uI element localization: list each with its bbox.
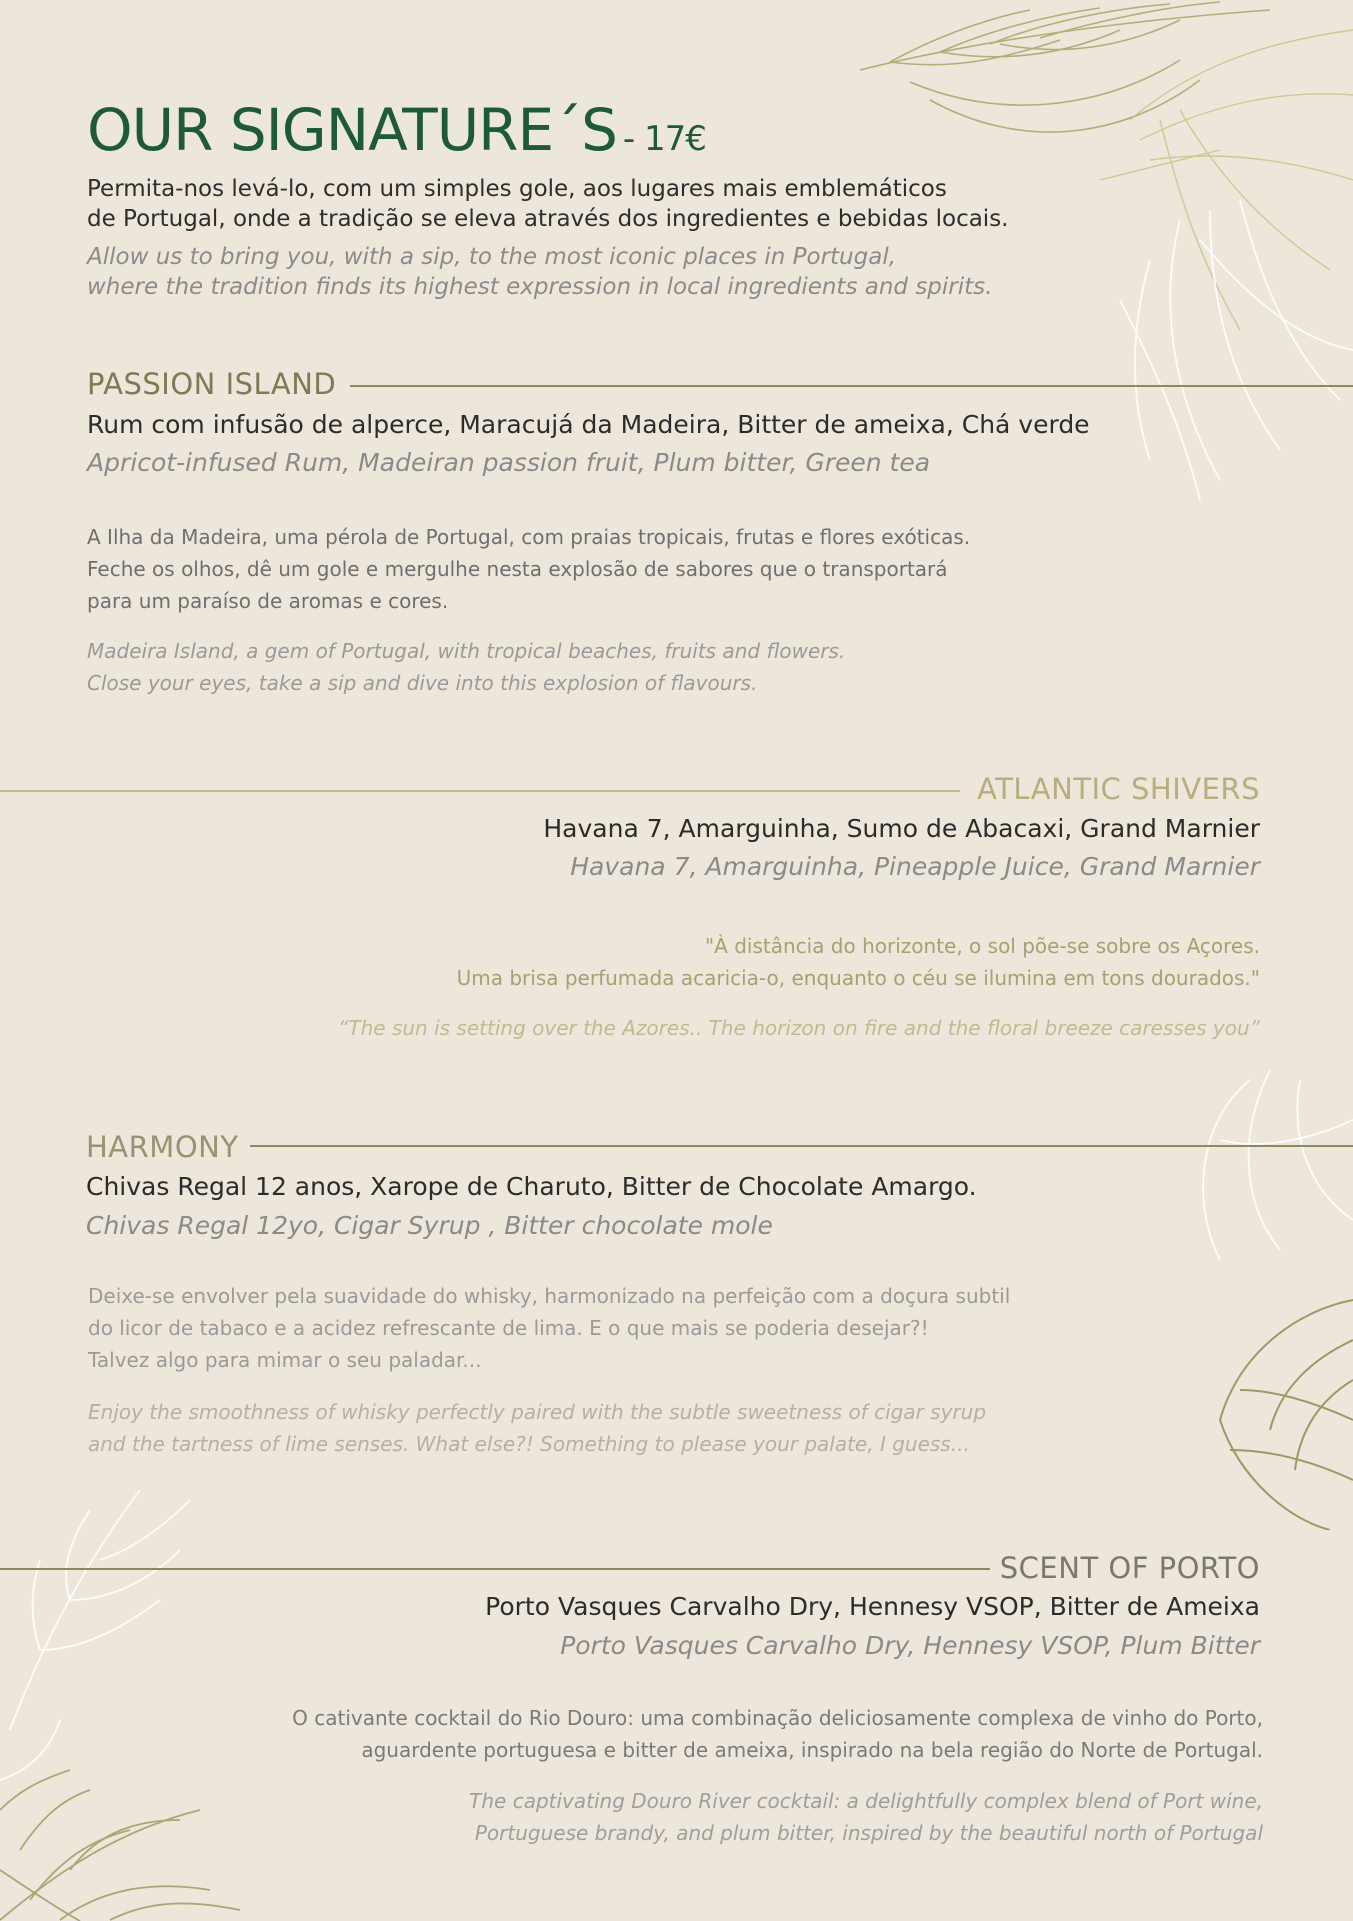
description-pt-scent-of-porto xyxy=(292,1702,1263,1766)
divider-line-passion-island xyxy=(350,385,1353,387)
desc-line: The captivating Douro River cocktail: a delightfully complex blend of Port wine, xyxy=(469,1789,1263,1813)
intro-portuguese xyxy=(87,174,1087,234)
desc-line: para um paraíso de aromas e cores. xyxy=(87,589,449,613)
desc-line: Close your eyes, take a sip and dive into this explosion of flavours. xyxy=(87,671,758,695)
description-pt-harmony xyxy=(88,1280,1088,1376)
description-en-harmony xyxy=(88,1396,1088,1460)
ingredients-pt-scent-of-porto: Porto Vasques Carvalho Dry, Hennesy VSOP, Bitter de Ameixa xyxy=(485,1592,1260,1621)
ingredients-en-atlantic-shivers: Havana 7, Amarguinha, Pineapple Juice, Grand Marnier xyxy=(570,852,1260,881)
desc-line: Madeira Island, a gem of Portugal, with tropical beaches, fruits and flowers. xyxy=(87,639,846,663)
intro-pt-line-1: Permita-nos levá-lo, com um simples gole, aos lugares mais emblemáticos xyxy=(87,176,947,202)
page-title xyxy=(87,96,706,164)
intro-pt-line-2: de Portugal, onde a tradição se eleva através dos ingredientes e bebidas locais. xyxy=(87,206,1009,232)
desc-line: Deixe-se envolver pela suavidade do whisky, harmonizado na perfeição com a doçura subtil xyxy=(88,1284,1011,1308)
description-en-passion-island xyxy=(87,635,1087,699)
page-title-text: OUR SIGNATURE´S xyxy=(87,96,617,164)
desc-line: O cativante cocktail do Rio Douro: uma combinação deliciosamente complexa de vinho do Porto, xyxy=(292,1706,1263,1730)
desc-line: Talvez algo para mimar o seu paladar... xyxy=(88,1348,482,1372)
cocktail-name-harmony: HARMONY xyxy=(86,1130,239,1164)
palm-leaf-decoration-bottom-left xyxy=(0,1450,300,1921)
desc-line: Portuguese brandy, and plum bitter, inspired by the beautiful north of Portugal xyxy=(474,1821,1263,1845)
desc-line: Feche os olhos, dê um gole e mergulhe nesta explosão de sabores que o transportará xyxy=(87,557,948,581)
description-en-scent-of-porto xyxy=(469,1785,1263,1849)
desc-line: aguardente portuguesa e bitter de ameixa, inspirado na bela região do Norte de Portugal. xyxy=(361,1738,1263,1762)
ingredients-pt-passion-island: Rum com infusão de alperce, Maracujá da Madeira, Bitter de ameixa, Chá verde xyxy=(87,410,1090,439)
ingredients-en-scent-of-porto: Porto Vasques Carvalho Dry, Hennesy VSOP, Plum Bitter xyxy=(560,1631,1260,1660)
desc-line: do licor de tabaco e a acidez refrescante de lima. E o que mais se poderia desejar?! xyxy=(88,1316,929,1340)
intro-english xyxy=(87,242,1087,302)
desc-line: Uma brisa perfumada acaricia-o, enquanto o céu se ilumina em tons dourados." xyxy=(456,966,1260,990)
monstera-leaf-decoration-right xyxy=(1180,1060,1353,1530)
divider-line-scent-of-porto xyxy=(0,1568,990,1570)
description-en-atlantic-shivers xyxy=(338,1012,1260,1044)
description-pt-passion-island xyxy=(87,521,1087,617)
ingredients-pt-atlantic-shivers: Havana 7, Amarguinha, Sumo de Abacaxi, Grand Marnier xyxy=(543,814,1260,843)
cocktail-name-scent-of-porto: SCENT OF PORTO xyxy=(999,1551,1260,1585)
cocktail-name-passion-island: PASSION ISLAND xyxy=(87,367,337,401)
divider-line-harmony xyxy=(250,1145,1353,1147)
ingredients-en-harmony: Chivas Regal 12yo, Cigar Syrup , Bitter chocolate mole xyxy=(86,1211,773,1240)
divider-line-atlantic-shivers xyxy=(0,790,960,792)
ingredients-en-passion-island: Apricot-infused Rum, Madeiran passion fruit, Plum bitter, Green tea xyxy=(87,448,931,477)
desc-line: A Ilha da Madeira, uma pérola de Portugal, com praias tropicais, frutas e flores exóticas. xyxy=(87,525,971,549)
desc-line: “The sun is setting over the Azores.. The horizon on fire and the floral breeze caresses you” xyxy=(338,1016,1260,1040)
desc-line: and the tartness of lime senses. What else?! Something to please your palate, I guess... xyxy=(88,1432,970,1456)
price-label: - 17€ xyxy=(622,119,706,159)
intro-en-line-2: where the tradition finds its highest expression in local ingredients and spirits. xyxy=(87,274,993,300)
desc-line: Enjoy the smoothness of whisky perfectly paired with the subtle sweetness of cigar syrup xyxy=(88,1400,987,1424)
desc-line: "À distância do horizonte, o sol põe-se sobre os Açores. xyxy=(704,934,1260,958)
ingredients-pt-harmony: Chivas Regal 12 anos, Xarope de Charuto, Bitter de Chocolate Amargo. xyxy=(86,1172,977,1201)
cocktail-name-atlantic-shivers: ATLANTIC SHIVERS xyxy=(977,772,1260,806)
description-pt-atlantic-shivers xyxy=(457,930,1260,994)
intro-en-line-1: Allow us to bring you, with a sip, to the most iconic places in Portugal, xyxy=(87,244,897,270)
